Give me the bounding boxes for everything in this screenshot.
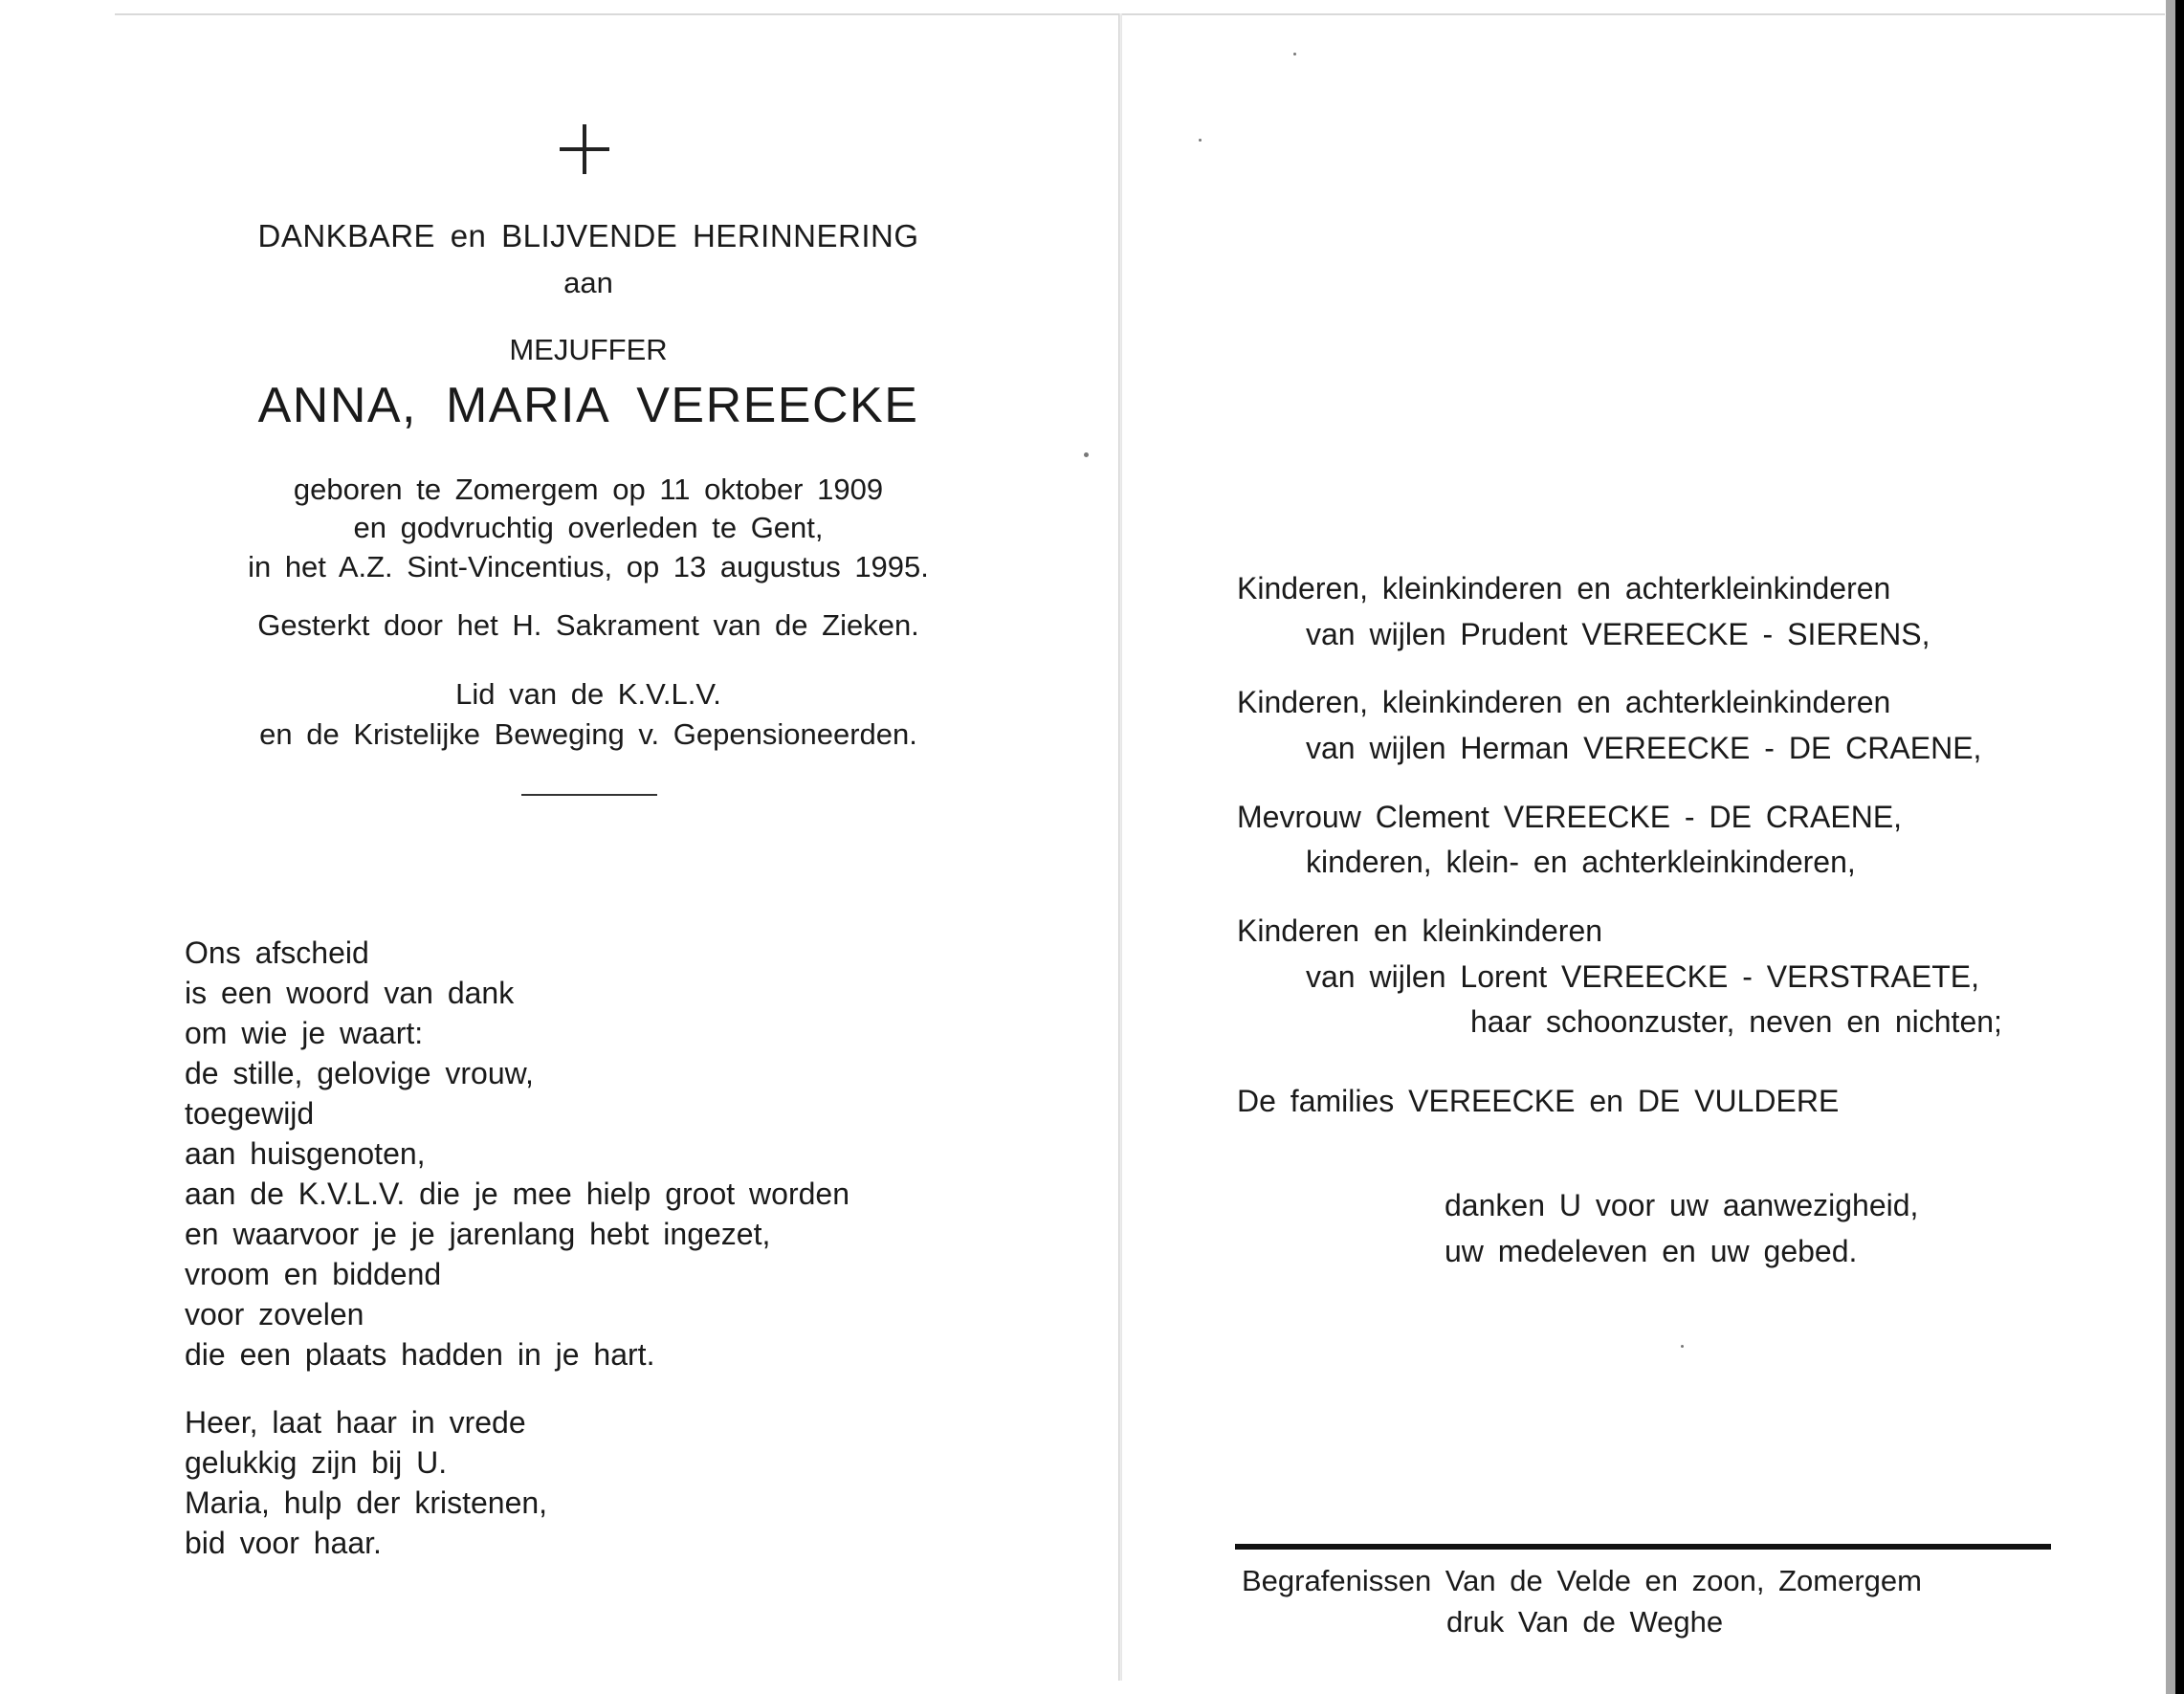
title-prefix: MEJUFFER (509, 333, 668, 366)
poem-line: aan huisgenoten, (185, 1136, 426, 1171)
membership-line: en de Kristelijke Beweging v. Gepensioneerden. (259, 717, 917, 751)
poem-line: en waarvoor je je jarenlang hebt ingezet, (185, 1217, 771, 1251)
poem-line: die een plaats hadden in je hart. (185, 1337, 655, 1372)
poem-line: vroom en biddend (185, 1257, 442, 1291)
family-line: van wijlen Herman VEREECKE - DE CRAENE, (1306, 731, 1982, 765)
poem-line: voor zovelen (185, 1297, 364, 1331)
family-line: De families VEREECKE en DE VULDERE (1237, 1084, 1840, 1118)
family-line: Kinderen, kleinkinderen en achterkleinkinderen (1237, 685, 1891, 719)
thanks-line: uw medeleven en uw gebed. (1445, 1234, 1858, 1268)
prayer-line: Maria, hulp der kristenen, (185, 1485, 548, 1520)
death-line: en godvruchtig overleden te Gent, (353, 511, 824, 544)
death-place-line: in het A.Z. Sint-Vincentius, op 13 augustus 1995. (248, 550, 929, 583)
deceased-name: ANNA, MARIA VEREECKE (257, 378, 919, 433)
family-line: Kinderen, kleinkinderen en achterkleinkinderen (1237, 571, 1891, 605)
scan-edge (2175, 0, 2184, 1694)
poem (185, 933, 849, 1375)
center-fold (1118, 13, 1122, 1681)
poem-line: is een woord van dank (185, 976, 515, 1010)
paper-speck (1199, 139, 1202, 142)
memorial-heading: DANKBARE en BLIJVENDE HERINNERING (257, 218, 919, 253)
paper-top-edge (115, 13, 2165, 15)
family-line: Mevrouw Clement VEREECKE - DE CRAENE, (1237, 800, 1903, 834)
scan-edge-shadow (2166, 0, 2175, 1694)
family-line: kinderen, klein- en achterkleinkinderen, (1306, 845, 1856, 879)
poem-line: toegewijd (185, 1096, 315, 1131)
poem-line: Ons afscheid (185, 935, 369, 970)
prayer (185, 1402, 547, 1563)
family-line: van wijlen Prudent VEREECKE - SIERENS, (1306, 617, 1930, 651)
sacrament-line: Gesterkt door het H. Sakrament van de Zieken. (257, 608, 919, 642)
family-line: Kinderen en kleinkinderen (1237, 913, 1603, 948)
dedication-word: aan (563, 266, 613, 299)
section-divider (521, 794, 657, 796)
poem-line: aan de K.V.L.V. die je mee hielp groot worden (185, 1177, 849, 1211)
undertaker-line: Begrafenissen Van de Velde en zoon, Zomergem (1242, 1564, 1922, 1597)
paper-speck (1293, 53, 1296, 55)
poem-line: de stille, gelovige vrouw, (185, 1056, 534, 1090)
printer-line: druk Van de Weghe (1446, 1605, 1724, 1639)
prayer-line: gelukkig zijn bij U. (185, 1445, 448, 1480)
birth-line: geboren te Zomergem op 11 oktober 1909 (293, 473, 884, 506)
prayer-line: bid voor haar. (185, 1526, 382, 1560)
membership-line: Lid van de K.V.L.V. (455, 677, 721, 711)
prayer-line: Heer, laat haar in vrede (185, 1405, 526, 1440)
cross-icon (560, 124, 609, 174)
thanks-line: danken U voor uw aanwezigheid, (1445, 1188, 1919, 1222)
paper-speck (1084, 452, 1089, 457)
family-line: van wijlen Lorent VEREECKE - VERSTRAETE, (1306, 959, 1980, 994)
paper-speck (1681, 1345, 1684, 1348)
poem-line: om wie je waart: (185, 1016, 424, 1050)
footer-rule (1235, 1544, 2051, 1550)
family-line: haar schoonzuster, neven en nichten; (1470, 1004, 2002, 1039)
